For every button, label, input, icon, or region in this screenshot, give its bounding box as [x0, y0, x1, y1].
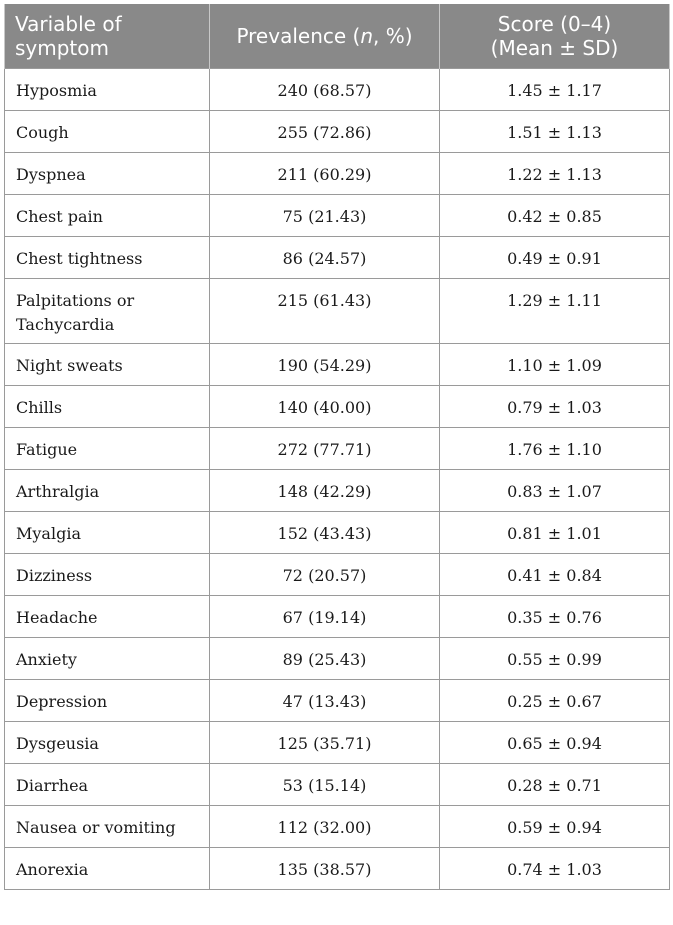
symptom-cell: Anxiety — [5, 637, 210, 679]
prevalence-cell: 140 (40.00) — [210, 385, 440, 427]
prevalence-cell: 152 (43.43) — [210, 511, 440, 553]
symptom-cell: Fatigue — [5, 427, 210, 469]
prevalence-cell: 53 (15.14) — [210, 763, 440, 805]
prevalence-cell: 125 (35.71) — [210, 721, 440, 763]
table-body — [5, 68, 670, 889]
header-variable-line1: Variable of — [15, 11, 122, 36]
table-row — [5, 847, 670, 889]
prevalence-cell: 211 (60.29) — [210, 152, 440, 194]
score-cell: 0.41 ± 0.84 — [440, 553, 670, 595]
table-row — [5, 511, 670, 553]
table-row — [5, 427, 670, 469]
prevalence-cell: 112 (32.00) — [210, 805, 440, 847]
symptom-cell: Palpitations or Tachycardia — [5, 278, 210, 343]
score-cell: 0.28 ± 0.71 — [440, 763, 670, 805]
header-variable-line2: symptom — [15, 35, 109, 60]
score-cell: 0.25 ± 0.67 — [440, 679, 670, 721]
prevalence-cell: 86 (24.57) — [210, 236, 440, 278]
score-cell: 0.49 ± 0.91 — [440, 236, 670, 278]
table-row — [5, 469, 670, 511]
table-row — [5, 721, 670, 763]
table-row — [5, 110, 670, 152]
prevalence-cell: 272 (77.71) — [210, 427, 440, 469]
table-row — [5, 152, 670, 194]
prevalence-cell: 190 (54.29) — [210, 343, 440, 385]
table-row — [5, 805, 670, 847]
header-score-line1: Score (0–4) — [497, 11, 612, 36]
score-cell: 1.76 ± 1.10 — [440, 427, 670, 469]
header-prevalence — [210, 4, 440, 68]
symptom-cell: Chest tightness — [5, 236, 210, 278]
header-row — [5, 4, 670, 68]
table-row — [5, 637, 670, 679]
symptom-cell: Anorexia — [5, 847, 210, 889]
table-row — [5, 595, 670, 637]
table-row — [5, 194, 670, 236]
prevalence-cell: 72 (20.57) — [210, 553, 440, 595]
prevalence-cell: 47 (13.43) — [210, 679, 440, 721]
symptom-cell: Chest pain — [5, 194, 210, 236]
table-row — [5, 763, 670, 805]
symptom-table — [4, 4, 670, 890]
symptom-cell: Arthralgia — [5, 469, 210, 511]
symptom-cell: Night sweats — [5, 343, 210, 385]
header-prevalence-n: n — [360, 23, 374, 48]
table-row — [5, 236, 670, 278]
symptom-cell: Cough — [5, 110, 210, 152]
prevalence-cell: 89 (25.43) — [210, 637, 440, 679]
symptom-cell: Chills — [5, 385, 210, 427]
score-cell: 0.81 ± 1.01 — [440, 511, 670, 553]
prevalence-cell: 135 (38.57) — [210, 847, 440, 889]
symptom-cell: Headache — [5, 595, 210, 637]
prevalence-cell: 215 (61.43) — [210, 278, 440, 343]
score-cell: 1.45 ± 1.17 — [440, 68, 670, 110]
prevalence-cell: 240 (68.57) — [210, 68, 440, 110]
header-score-line2: (Mean ± SD) — [490, 35, 619, 60]
table-row — [5, 343, 670, 385]
score-cell: 0.65 ± 0.94 — [440, 721, 670, 763]
score-cell: 1.51 ± 1.13 — [440, 110, 670, 152]
symptom-cell: Dizziness — [5, 553, 210, 595]
score-cell: 0.74 ± 1.03 — [440, 847, 670, 889]
table-row — [5, 553, 670, 595]
score-cell: 0.79 ± 1.03 — [440, 385, 670, 427]
table-header — [5, 4, 670, 68]
symptom-cell: Hyposmia — [5, 68, 210, 110]
score-cell: 1.22 ± 1.13 — [440, 152, 670, 194]
symptom-cell: Dysgeusia — [5, 721, 210, 763]
prevalence-cell: 148 (42.29) — [210, 469, 440, 511]
score-cell: 1.29 ± 1.11 — [440, 278, 670, 343]
score-cell: 0.59 ± 0.94 — [440, 805, 670, 847]
table-row — [5, 679, 670, 721]
header-variable — [5, 4, 210, 68]
score-cell: 0.55 ± 0.99 — [440, 637, 670, 679]
score-cell: 0.42 ± 0.85 — [440, 194, 670, 236]
score-cell: 1.10 ± 1.09 — [440, 343, 670, 385]
prevalence-cell: 75 (21.43) — [210, 194, 440, 236]
table-row — [5, 385, 670, 427]
symptom-cell: Depression — [5, 679, 210, 721]
symptom-cell: Myalgia — [5, 511, 210, 553]
header-prevalence-pre: Prevalence ( — [236, 23, 361, 48]
symptom-cell: Dyspnea — [5, 152, 210, 194]
table-row — [5, 68, 670, 110]
table-row — [5, 278, 670, 343]
symptom-cell: Nausea or vomiting — [5, 805, 210, 847]
prevalence-cell: 255 (72.86) — [210, 110, 440, 152]
symptom-cell: Diarrhea — [5, 763, 210, 805]
score-cell: 0.35 ± 0.76 — [440, 595, 670, 637]
header-score — [440, 4, 670, 68]
score-cell: 0.83 ± 1.07 — [440, 469, 670, 511]
prevalence-cell: 67 (19.14) — [210, 595, 440, 637]
header-prevalence-post: , %) — [373, 23, 413, 48]
